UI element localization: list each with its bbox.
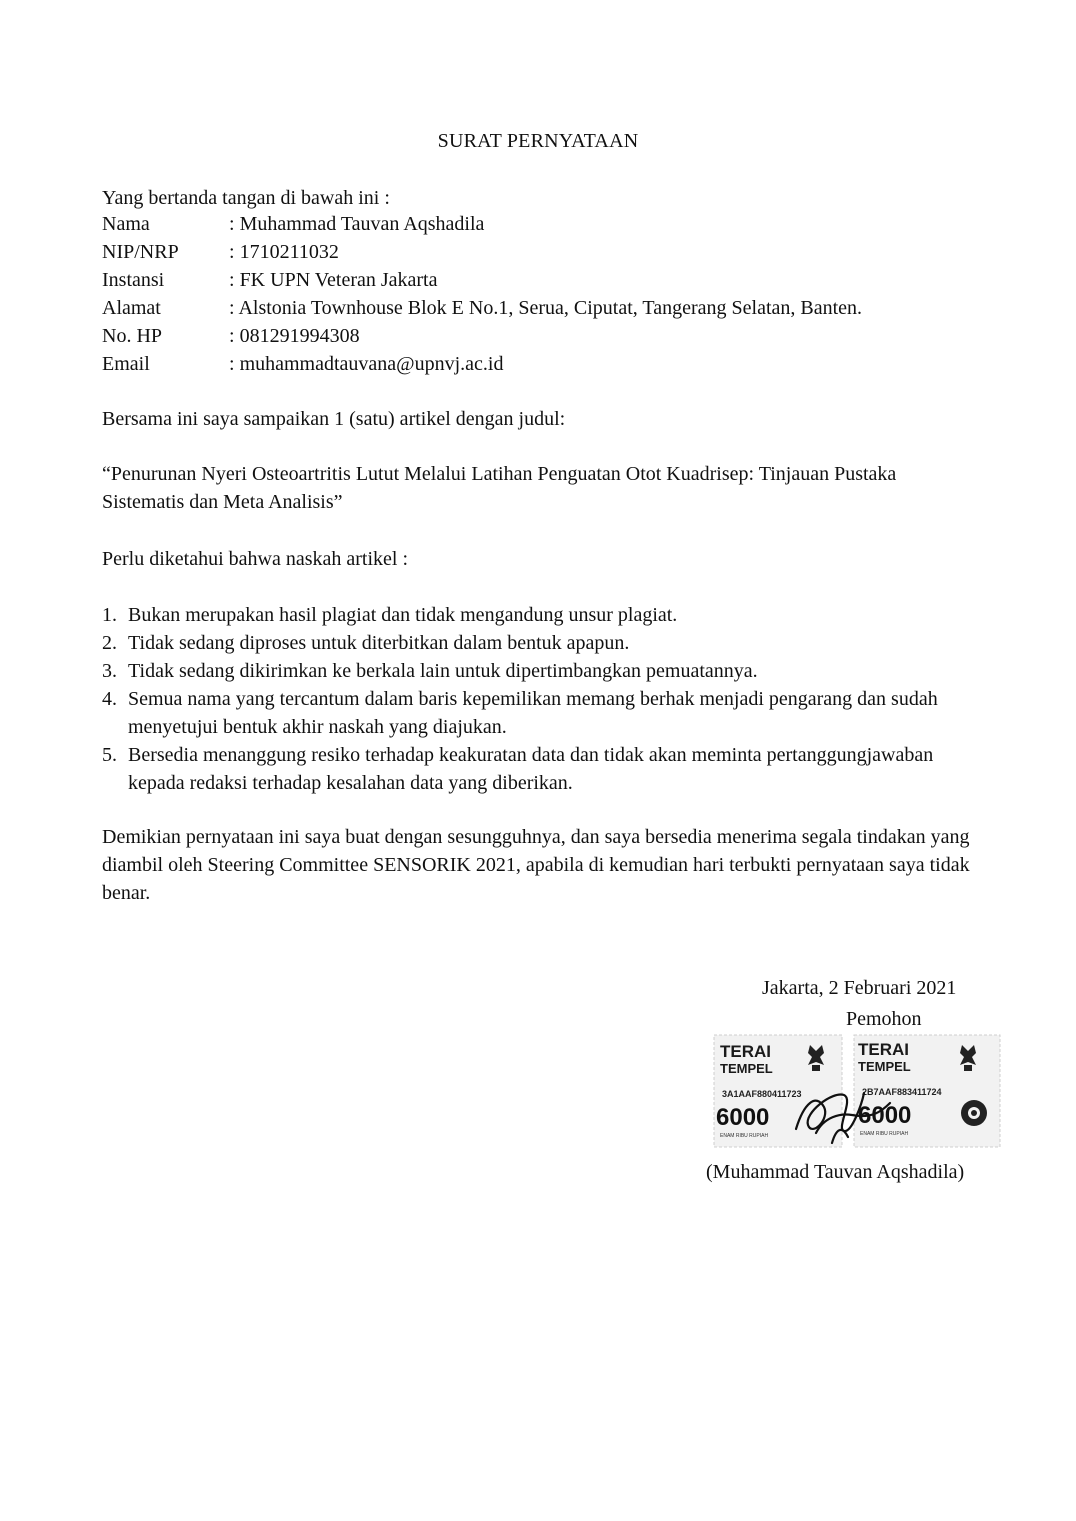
field-row-phone [102,324,862,352]
field-label: Alamat [102,297,161,319]
signer-role: Pemohon [846,1008,922,1030]
field-label: Nama [102,213,150,235]
duty-stamp-left [714,1035,842,1147]
list-item [102,629,982,657]
list-item [102,601,982,629]
field-value: : FK UPN Veteran Jakarta [229,268,437,296]
list-text: Semua nama yang tercantum dalam baris kepemilikan memang berhak menjadi pengarang dan sudah menyetujui bentuk akhir naskah yang diajukan. [128,688,938,738]
list-item [102,741,982,797]
stamp-line2: TEMPEL [858,1059,911,1074]
submission-line: Bersama ini saya sampaikan 1 (satu) artikel dengan judul: [102,408,566,430]
field-row-email [102,352,862,380]
stamp-issuer: ENAM RIBU RUPIAH [720,1133,769,1139]
list-text: Tidak sedang dikirimkan ke berkala lain untuk dipertimbangkan pemuatannya. [128,660,758,682]
list-item [102,657,982,685]
intro-line: Yang bertanda tangan di bawah ini : [102,187,390,209]
notice-line: Perlu diketahui bahwa naskah artikel : [102,548,409,570]
list-number: 3. [102,660,117,682]
stamp-serial: 2B7AAF883411724 [862,1087,942,1097]
list-item [102,685,982,741]
statement-list [102,601,982,797]
signatory-name: (Muhammad Tauvan Aqshadila) [706,1161,965,1183]
list-number: 1. [102,604,117,626]
stamp-value: 6000 [716,1104,770,1131]
field-value: : muhammadtauvana@upnvj.ac.id [229,352,503,380]
stamp-serial: 3A1AAF880411723 [722,1089,802,1099]
stamp-issuer: ENAM RIBU RUPIAH [860,1131,909,1137]
field-value: : 081291994308 [229,324,360,352]
field-label: NIP/NRP [102,241,179,263]
field-label: No. HP [102,325,163,347]
stamp-signature-image [712,1033,1002,1151]
place-date: Jakarta, 2 Februari 2021 [762,977,957,999]
list-text: Tidak sedang diproses untuk diterbitkan dalam bentuk apapun. [128,632,630,654]
field-value: : 1710211032 [229,240,339,268]
field-value: : Alstonia Townhouse Blok E No.1, Serua, Ciputat, Tangerang Selatan, Banten. [229,296,862,324]
field-label: Instansi [102,269,165,291]
duty-stamp-right [854,1035,1000,1147]
list-text: Bukan merupakan hasil plagiat dan tidak mengandung unsur plagiat. [128,604,678,626]
star-seal-icon [961,1100,987,1126]
list-text: Bersedia menanggung resiko terhadap keakuratan data dan tidak akan meminta pertanggungjawaban kepada redaksi terhadap kesalahan data yang diberikan. [128,744,934,794]
list-number: 5. [102,744,117,766]
field-value: : Muhammad Tauvan Aqshadila [229,212,484,240]
list-number: 2. [102,632,117,654]
closing-paragraph: Demikian pernyataan ini saya buat dengan sesungguhnya, dan saya bersedia menerima segala tindakan yang diambil oleh Steering Committee SENSORIK 2021, apabila di kemudian hari terbukti pernyataan saya tidak benar. [102,826,970,904]
identity-fields [102,212,862,380]
field-row-instansi [102,268,862,296]
stamp-line2: TEMPEL [720,1061,773,1076]
field-row-nama [102,212,862,240]
stamp-line1: TERAI [720,1042,771,1061]
stamp-value: 6000 [858,1102,912,1129]
letter-title: SURAT PERNYATAAN [437,130,639,152]
stamp-line1: TERAI [858,1040,909,1059]
list-number: 4. [102,688,117,710]
field-row-alamat [102,296,862,324]
article-title: “Penurunan Nyeri Osteoartritis Lutut Melalui Latihan Penguatan Otot Kuadrisep: Tinjauan Pustaka Sistematis dan Meta Analisis” [102,463,897,513]
duty-stamps-with-signature [712,1033,1002,1151]
field-row-nip [102,240,862,268]
field-label: Email [102,353,150,375]
